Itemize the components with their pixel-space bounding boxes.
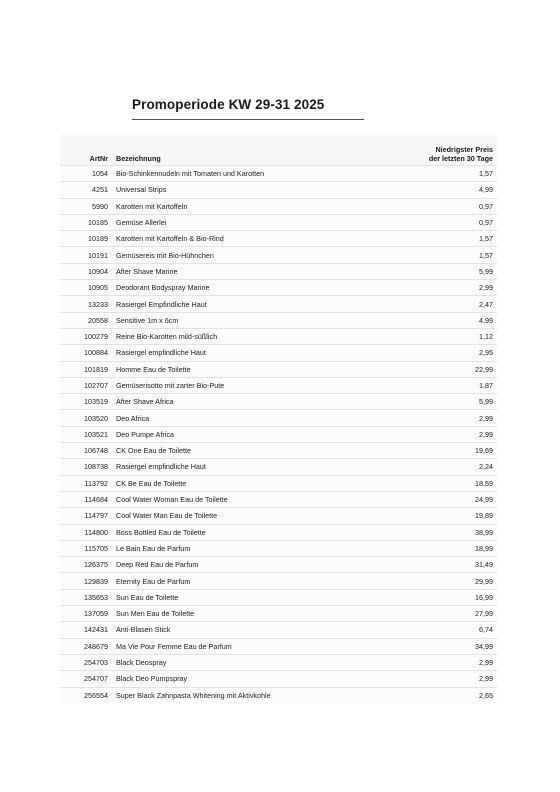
table-row: [60, 589, 497, 605]
table-row: [60, 508, 497, 524]
table-row: [60, 606, 497, 622]
cell-price: 4,99: [409, 182, 497, 198]
cell-name: Gemüse Allerlei: [112, 214, 409, 230]
cell-price: 2,99: [409, 410, 497, 426]
table-row: [60, 263, 497, 279]
table-row: [60, 671, 497, 687]
table-row: [60, 573, 497, 589]
cell-artnr: 103521: [60, 426, 112, 442]
cell-price: 2,99: [409, 654, 497, 670]
cell-name: Ma Vie Pour Femme Eau de Parfum: [112, 638, 409, 654]
cell-artnr: 248679: [60, 638, 112, 654]
cell-name: Boss Bottled Eau de Toilette: [112, 524, 409, 540]
table-row: [60, 557, 497, 573]
cell-price: 22,99: [409, 361, 497, 377]
cell-price: 2,47: [409, 296, 497, 312]
cell-name: Deo Pumpe Africa: [112, 426, 409, 442]
column-header-price: [409, 135, 497, 166]
cell-name: Karotten mit Kartoffeln: [112, 198, 409, 214]
cell-name: Reine Bio-Karotten mild-süßlich: [112, 328, 409, 344]
cell-artnr: 142431: [60, 622, 112, 638]
cell-artnr: 115705: [60, 540, 112, 556]
cell-artnr: 10191: [60, 247, 112, 263]
cell-name: Cool Water Man Eau de Toilette: [112, 508, 409, 524]
cell-artnr: 103519: [60, 394, 112, 410]
cell-artnr: 103520: [60, 410, 112, 426]
table-body: [60, 166, 497, 703]
cell-price: 29,99: [409, 573, 497, 589]
table-row: [60, 361, 497, 377]
page-title: Promoperiode KW 29-31 2025: [132, 97, 325, 112]
cell-price: 1,57: [409, 247, 497, 263]
cell-artnr: 101819: [60, 361, 112, 377]
table-row: [60, 491, 497, 507]
cell-artnr: 13233: [60, 296, 112, 312]
cell-name: Sensitive 1m x 6cm: [112, 312, 409, 328]
cell-artnr: 4251: [60, 182, 112, 198]
table-row: [60, 345, 497, 361]
cell-artnr: 114800: [60, 524, 112, 540]
cell-name: Homme Eau de Toilette: [112, 361, 409, 377]
table-row: [60, 443, 497, 459]
table-row: [60, 198, 497, 214]
table-row: [60, 231, 497, 247]
cell-artnr: 106748: [60, 443, 112, 459]
cell-name: Sun Men Eau de Toilette: [112, 606, 409, 622]
cell-name: Universal Strips: [112, 182, 409, 198]
cell-artnr: 254707: [60, 671, 112, 687]
cell-name: Black Deospray: [112, 654, 409, 670]
cell-artnr: 100279: [60, 328, 112, 344]
cell-price: 2,65: [409, 687, 497, 703]
table-row: [60, 638, 497, 654]
table-row: [60, 475, 497, 491]
cell-price: 5,99: [409, 263, 497, 279]
table-row: [60, 524, 497, 540]
cell-name: CK Be Eau de Toilette: [112, 475, 409, 491]
cell-price: 19,69: [409, 443, 497, 459]
cell-artnr: 256554: [60, 687, 112, 703]
cell-price: 2,99: [409, 426, 497, 442]
cell-price: 1,57: [409, 166, 497, 182]
cell-price: 2,99: [409, 671, 497, 687]
cell-price: 1,87: [409, 377, 497, 393]
cell-price: 38,99: [409, 524, 497, 540]
cell-name: CK One Eau de Toilette: [112, 443, 409, 459]
cell-artnr: 10905: [60, 280, 112, 296]
cell-price: 6,74: [409, 622, 497, 638]
cell-name: Deep Red Eau de Parfum: [112, 557, 409, 573]
cell-artnr: 114797: [60, 508, 112, 524]
table-row: [60, 410, 497, 426]
cell-name: Deodorant Bodyspray Marine: [112, 280, 409, 296]
cell-artnr: 10904: [60, 263, 112, 279]
cell-artnr: 254703: [60, 654, 112, 670]
table-row: [60, 622, 497, 638]
cell-price: 24,99: [409, 491, 497, 507]
cell-price: 19,89: [409, 508, 497, 524]
table-row: [60, 296, 497, 312]
cell-price: 16,99: [409, 589, 497, 605]
cell-artnr: 137059: [60, 606, 112, 622]
cell-name: Eternity Eau de Parfum: [112, 573, 409, 589]
cell-name: Rasiergel Empfindliche Haut: [112, 296, 409, 312]
cell-name: Bio-Schinkennudeln mit Tomaten und Karotten: [112, 166, 409, 182]
cell-price: 1,12: [409, 328, 497, 344]
cell-artnr: 102707: [60, 377, 112, 393]
cell-price: 2,99: [409, 280, 497, 296]
table-header-row: [60, 135, 497, 166]
table-row: [60, 377, 497, 393]
cell-price: 27,99: [409, 606, 497, 622]
cell-price: 31,49: [409, 557, 497, 573]
cell-artnr: 10189: [60, 231, 112, 247]
cell-name: Gemüserisotto mit zarter Bio-Pute: [112, 377, 409, 393]
table-row: [60, 182, 497, 198]
table-row: [60, 540, 497, 556]
table-row: [60, 654, 497, 670]
cell-artnr: 114684: [60, 491, 112, 507]
cell-artnr: 1054: [60, 166, 112, 182]
cell-price: 34,99: [409, 638, 497, 654]
cell-name: After Shave Marine: [112, 263, 409, 279]
title-underline: [132, 119, 364, 120]
table-row: [60, 328, 497, 344]
cell-name: Karotten mit Kartoffeln & Bio-Rind: [112, 231, 409, 247]
cell-artnr: 108738: [60, 459, 112, 475]
table-row: [60, 687, 497, 703]
cell-artnr: 126375: [60, 557, 112, 573]
cell-artnr: 100884: [60, 345, 112, 361]
table-row: [60, 312, 497, 328]
cell-name: Deo Africa: [112, 410, 409, 426]
table-row: [60, 214, 497, 230]
cell-price: 0,97: [409, 214, 497, 230]
cell-name: Gemüsereis mit Bio-Hühnchen: [112, 247, 409, 263]
cell-price: 18,99: [409, 540, 497, 556]
cell-name: Rasiergel empfindliche Haut: [112, 345, 409, 361]
cell-name: After Shave Africa: [112, 394, 409, 410]
cell-artnr: 10185: [60, 214, 112, 230]
table-row: [60, 459, 497, 475]
cell-artnr: 113792: [60, 475, 112, 491]
cell-artnr: 20558: [60, 312, 112, 328]
table-row: [60, 166, 497, 182]
cell-artnr: 129839: [60, 573, 112, 589]
cell-name: Le Bain Eau de Parfum: [112, 540, 409, 556]
cell-price: 2,95: [409, 345, 497, 361]
cell-price: 1,57: [409, 231, 497, 247]
cell-price: 18,59: [409, 475, 497, 491]
cell-name: Anti-Blasen Stick: [112, 622, 409, 638]
table-row: [60, 394, 497, 410]
table-row: [60, 280, 497, 296]
cell-price: 0,97: [409, 198, 497, 214]
cell-name: Sun Eau de Toilette: [112, 589, 409, 605]
cell-name: Cool Water Woman Eau de Toilette: [112, 491, 409, 507]
column-header-price-line2: der letzten 30 Tage: [428, 154, 493, 163]
table-row: [60, 247, 497, 263]
cell-name: Rasiergel empfindliche Haut: [112, 459, 409, 475]
column-header-name: Bezeichnung: [112, 135, 409, 166]
cell-artnr: 5990: [60, 198, 112, 214]
column-header-artnr: ArtNr: [60, 135, 112, 166]
cell-name: Black Deo Pumpspray: [112, 671, 409, 687]
column-header-price-line1: Niedrigster Preis: [435, 145, 493, 154]
cell-price: 5,99: [409, 394, 497, 410]
table-row: [60, 426, 497, 442]
cell-artnr: 135653: [60, 589, 112, 605]
cell-name: Super Black Zahnpasta Whitening mit Aktivkohle: [112, 687, 409, 703]
cell-price: 4,99: [409, 312, 497, 328]
cell-price: 2,24: [409, 459, 497, 475]
price-table: [60, 135, 497, 703]
